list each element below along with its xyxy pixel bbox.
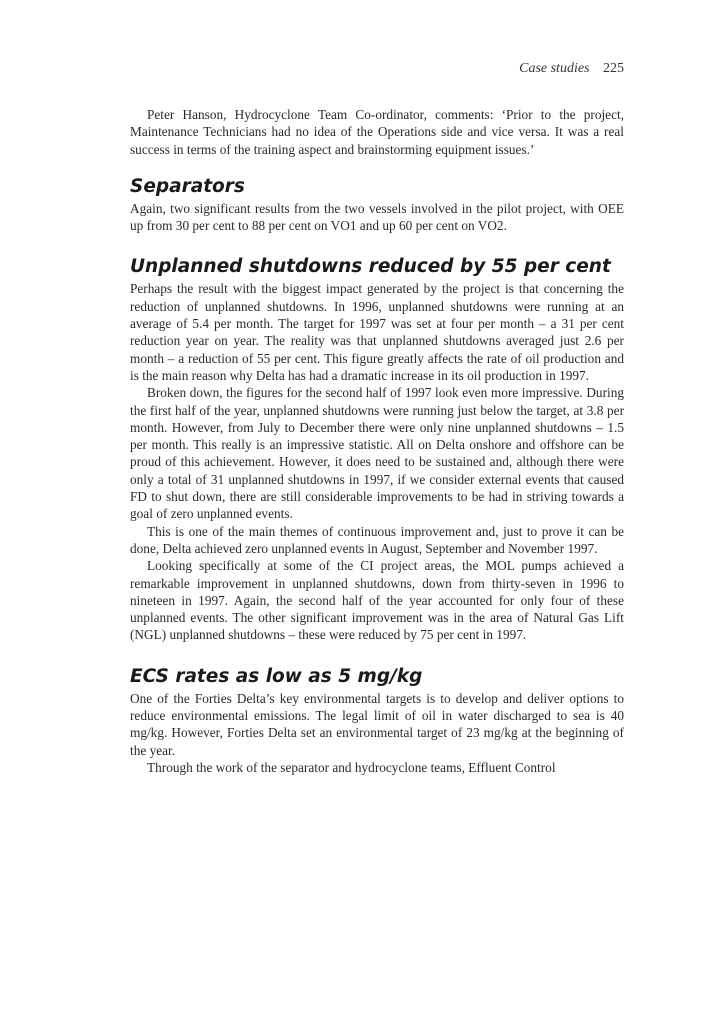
unplanned-paragraph-3: This is one of the main themes of continuous improvement and, just to prove it can be done, Delta achieved zero unplanned events in August, September and November 1997.: [130, 523, 624, 556]
running-head-section: Case studies: [519, 61, 590, 76]
heading-unplanned-shutdowns: Unplanned shutdowns reduced by 55 per cent: [130, 256, 611, 278]
heading-ecs-rates: ECS rates as low as 5 mg/kg: [130, 665, 423, 687]
unplanned-paragraph-2: Broken down, the figures for the second half of 1997 look even more impressive. During the first half of the year, unplanned shutdowns were running just below the target, at 3.8 per month. However, from July to December there were only nine unplanned shutdowns – 1.5 per month. This really is an impressive statistic. All on Delta onshore and offshore can be proud of this achievement. However, it does need to be sustained and, although there were only a total of 31 unplanned shutdowns in 1997, if we consider external events that caused FD to shut down, there are still considerable improvements to be had in striving towards a goal of zero unplanned events.: [130, 385, 624, 522]
ecs-paragraph-1: One of the Forties Delta’s key environmental targets is to develop and deliver options to reduce environmental emissions. The legal limit of oil in water discharged to sea is 40 mg/kg. However, Forties Delta set an environmental target of 23 mg/kg at the beginning of the year.: [130, 690, 624, 758]
unplanned-paragraph-4: Looking specifically at some of the CI project areas, the MOL pumps achieved a remarkable improvement in unplanned shutdowns, down from thirty-seven in 1996 to nineteen in 1997. Again, the second half of the year accounted for only four of these unplanned events. The other significant improvement was in the area of Natural Gas Lift (NGL) unplanned shutdowns – these were reduced by 75 per cent in 1997.: [130, 558, 624, 643]
unplanned-paragraph-1: Perhaps the result with the biggest impact generated by the project is that concerning the reduction of unplanned shutdowns. In 1996, unplanned shutdowns were running at an average of 5.4 per month. The target for 1997 was set at four per month – a 31 per cent reduction year on year. The reality was that unplanned shutdowns averaged just 2.6 per month – a reduction of 55 per cent. This figure greatly affects the rate of oil production and is the main reason why Delta has had a dramatic increase in its oil production in 1997.: [130, 281, 624, 383]
ecs-paragraph-2: Through the work of the separator and hydrocyclone teams, Effluent Control: [147, 759, 556, 775]
intro-paragraph: Peter Hanson, Hydrocyclone Team Co-ordinator, comments: ‘Prior to the project, Maintenance Technicians had no idea of the Operations side and vice versa. It was a real success in terms of the training aspect and brainstorming equipment issues.’: [130, 107, 624, 157]
page-number: 225: [603, 61, 624, 76]
separators-paragraph: Again, two significant results from the two vessels involved in the pilot project, with OEE up from 30 per cent to 88 per cent on VO1 and up 60 per cent on VO2.: [130, 200, 624, 234]
heading-separators: Separators: [130, 175, 245, 197]
book-page: [130, 60, 624, 776]
running-head: [130, 60, 624, 78]
